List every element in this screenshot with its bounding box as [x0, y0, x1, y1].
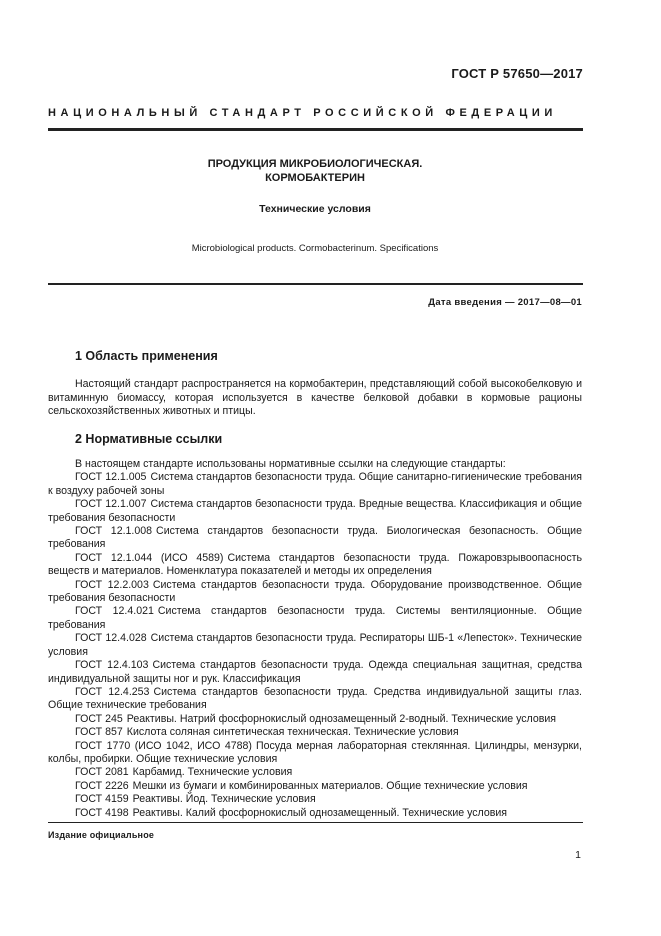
reference-title: Система стандартов безопасности труда. Респираторы ШБ-1 «Лепесток». Технические условия: [48, 632, 582, 658]
reference-item: [48, 807, 582, 820]
reference-item: [48, 659, 582, 686]
reference-title: Реактивы. Калий фосфорнокислый однозамещенный. Технические условия: [132, 806, 508, 819]
reference-item: [48, 471, 582, 498]
reference-title: Система стандартов безопасности труда. Пожаровзрывоопасность веществ и материалов. Номенклатура показателей и методы их определения: [48, 551, 582, 578]
reference-code: ГОСТ 857: [75, 726, 123, 739]
footer-divider: [48, 822, 583, 823]
references-intro: В настоящем стандарте использованы нормативные ссылки на следующие стандарты:: [75, 458, 506, 470]
reference-code: ГОСТ 12.4.253: [75, 685, 150, 698]
reference-code: ГОСТ 245: [75, 712, 123, 725]
top-divider: [48, 128, 583, 131]
reference-title: Система стандартов безопасности труда. Системы вентиляционные. Общие требования: [48, 605, 582, 631]
reference-item: [48, 740, 582, 767]
reference-item: [48, 498, 582, 525]
introduction-date: Дата введения — 2017—08—01: [428, 297, 582, 308]
document-code: ГОСТ Р 57650—2017: [451, 66, 583, 81]
title-divider: [48, 283, 583, 285]
reference-code: ГОСТ 12.2.003: [75, 578, 149, 591]
reference-item: [48, 525, 582, 552]
document-subtitle: Технические условия: [259, 203, 371, 215]
reference-title: Система стандартов безопасности труда. Общие санитарно-гигиенические требования к воздуху рабочей зоны: [48, 471, 582, 497]
reference-title: Посуда мерная лабораторная стеклянная. Цилиндры, мензурки, колбы, пробирки. Общие технические условия: [48, 739, 582, 765]
reference-code: ГОСТ 12.4.028: [75, 632, 147, 645]
section-2-heading: 2 Нормативные ссылки: [75, 432, 223, 446]
reference-code: ГОСТ 12.1.044 (ИСО 4589): [75, 551, 224, 564]
reference-item: [48, 579, 582, 606]
reference-item: [48, 686, 582, 713]
reference-item: [48, 766, 582, 779]
reference-code: ГОСТ 12.1.007: [75, 498, 147, 511]
normative-references: [48, 458, 582, 820]
reference-item: [48, 713, 582, 726]
reference-title: Мешки из бумаги и комбинированных материалов. Общие технические условия: [132, 779, 528, 792]
reference-code: ГОСТ 12.1.008: [75, 525, 153, 538]
reference-item: [48, 793, 582, 806]
reference-title: Реактивы. Йод. Технические условия: [132, 793, 316, 806]
reference-code: ГОСТ 4198: [75, 806, 129, 819]
reference-item: [48, 780, 582, 793]
reference-item: [48, 726, 582, 739]
reference-code: ГОСТ 2081: [75, 766, 129, 779]
reference-title: Система стандартов безопасности труда. Биологическая безопасность. Общие требования: [48, 525, 582, 551]
reference-item: [48, 605, 582, 632]
section-1-text: [48, 378, 582, 419]
edition-label: Издание официальное: [48, 830, 155, 840]
national-standard-banner: НАЦИОНАЛЬНЫЙ СТАНДАРТ РОССИЙСКОЙ ФЕДЕРАЦИИ: [48, 107, 557, 119]
reference-code: ГОСТ 4159: [75, 793, 129, 806]
english-title: Microbiological products. Cormobacterinum. Specifications: [191, 243, 439, 254]
page-number: 1: [575, 849, 581, 861]
section-1-heading: 1 Область применения: [75, 349, 218, 363]
reference-title: Карбамид. Технические условия: [132, 766, 293, 779]
reference-title: Реактивы. Натрий фосфорнокислый однозамещенный 2-водный. Технические условия: [126, 712, 557, 725]
reference-title: Кислота соляная синтетическая техническая. Технические условия: [126, 726, 459, 739]
reference-title: Система стандартов безопасности труда. Одежда специальная защитная, средства индивидуальной защиты ног и рук. Классификация: [48, 659, 582, 685]
reference-code: ГОСТ 2226: [75, 779, 129, 792]
reference-code: ГОСТ 1770 (ИСО 1042, ИСО 4788): [75, 739, 252, 752]
document-title-line2: КОРМОБАКТЕРИН: [265, 172, 365, 184]
reference-title: Система стандартов безопасности труда. Вредные вещества. Классификация и общие требования безопасности: [48, 498, 582, 524]
reference-item: [48, 632, 582, 659]
document-title-line1: ПРОДУКЦИЯ МИКРОБИОЛОГИЧЕСКАЯ.: [207, 158, 423, 170]
section-1-paragraph: Настоящий стандарт распространяется на кормобактерин, представляющий собой высокобелковую и витаминную биомассу, которая используется в качестве белковой добавки в кормовые рационы сельскохозяйственных животных и птицы.: [48, 378, 582, 418]
reference-title: Система стандартов безопасности труда. Средства индивидуальной защиты глаз. Общие технические требования: [48, 685, 582, 712]
reference-code: ГОСТ 12.4.021: [75, 605, 154, 618]
reference-code: ГОСТ 12.1.005: [75, 471, 147, 484]
reference-code: ГОСТ 12.4.103: [75, 659, 149, 672]
reference-item: [48, 552, 582, 579]
reference-title: Система стандартов безопасности труда. Оборудование производственное. Общие требования безопасности: [48, 578, 582, 605]
